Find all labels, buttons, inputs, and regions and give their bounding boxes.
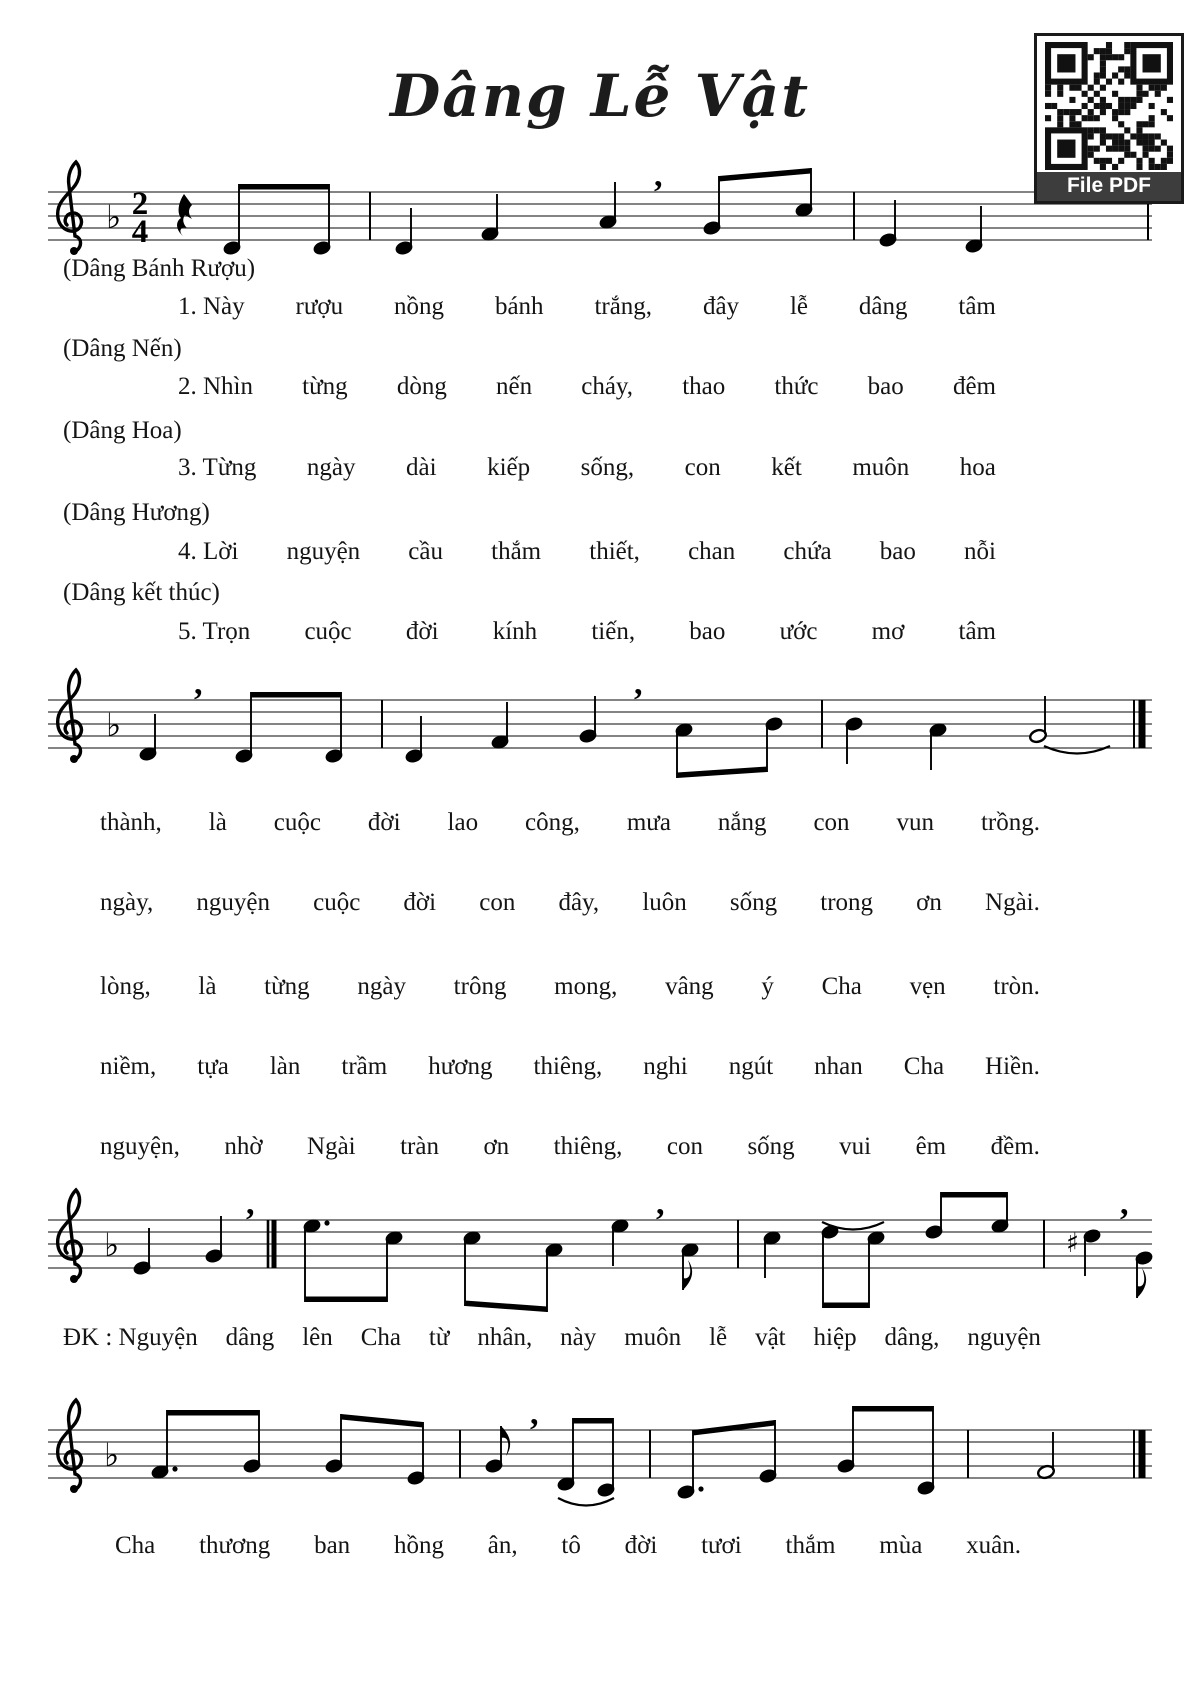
lyric-word: thắm bbox=[491, 538, 542, 565]
lyric-line-cont-4 bbox=[100, 1052, 1040, 1082]
lyric-word: trầm bbox=[341, 1053, 388, 1080]
lyric-word: tô bbox=[561, 1532, 581, 1559]
lyric-word: mưa bbox=[626, 809, 671, 836]
qr-code-block bbox=[1034, 33, 1184, 204]
lyric-word: sống bbox=[729, 889, 778, 916]
song-title: Dâng Lễ Vật bbox=[389, 62, 811, 130]
lyric-word: sống bbox=[747, 1133, 795, 1160]
lyric-word: thương bbox=[199, 1532, 271, 1559]
lyric-word: niềm, bbox=[100, 1053, 157, 1080]
lyric-word: luôn bbox=[642, 889, 687, 916]
lyric-word: đây, bbox=[558, 889, 600, 916]
lyric-word: tràn bbox=[400, 1133, 439, 1160]
lyric-word: con bbox=[666, 1133, 703, 1160]
lyric-word: ĐK : Nguyện bbox=[63, 1324, 198, 1351]
lyric-word: muôn bbox=[624, 1324, 682, 1351]
lyric-word: hương bbox=[428, 1053, 493, 1080]
lyric-word: con bbox=[479, 889, 516, 916]
lyric-word: ơn bbox=[916, 889, 942, 916]
lyric-word: đời bbox=[403, 889, 437, 916]
lyric-word: mong, bbox=[554, 973, 618, 1000]
lyric-word: đời bbox=[624, 1532, 658, 1559]
lyric-line-verse-2 bbox=[178, 372, 996, 402]
music-staff-3 bbox=[48, 1180, 1152, 1310]
lyric-word: êm bbox=[915, 1133, 947, 1160]
section-label-ket-thuc: (Dâng kết thúc) bbox=[63, 579, 220, 606]
svg-text:♭: ♭ bbox=[104, 1436, 120, 1474]
lyric-word: hồng bbox=[393, 1532, 444, 1559]
lyric-word: tròn. bbox=[993, 973, 1040, 1000]
lyric-word: bao bbox=[689, 618, 726, 645]
lyric-word: bánh bbox=[494, 293, 544, 320]
lyric-word: lên bbox=[302, 1324, 333, 1351]
lyric-word: vật bbox=[755, 1324, 786, 1351]
lyric-word: đêm bbox=[952, 373, 996, 400]
qr-code-icon bbox=[1045, 42, 1173, 170]
lyric-word: đây bbox=[702, 293, 740, 320]
music-staff-4 bbox=[48, 1390, 1152, 1520]
lyric-word: ngút bbox=[728, 1053, 774, 1080]
lyric-word: ban bbox=[314, 1532, 351, 1559]
lyric-word: vun bbox=[896, 809, 935, 836]
lyric-word: hiệp bbox=[813, 1324, 857, 1351]
lyric-word: cầu bbox=[408, 538, 443, 565]
lyric-word: dâng bbox=[858, 293, 908, 320]
lyric-word: nghi bbox=[643, 1053, 688, 1080]
lyric-word: kiếp bbox=[487, 454, 531, 481]
lyric-word: 2. Nhìn bbox=[178, 373, 253, 400]
lyric-word: công, bbox=[525, 809, 580, 836]
lyric-word: Hiền. bbox=[985, 1053, 1040, 1080]
lyric-word: mơ bbox=[871, 618, 905, 645]
lyric-word: 1. Này bbox=[178, 293, 245, 320]
lyric-word: nguyện bbox=[196, 889, 270, 916]
lyric-word: làn bbox=[269, 1053, 301, 1080]
lyric-word: Ngài bbox=[307, 1133, 356, 1160]
lyric-word: từng bbox=[302, 373, 348, 400]
lyric-line-final bbox=[115, 1531, 1021, 1561]
lyric-word: nguyện, bbox=[100, 1133, 180, 1160]
lyric-word: thành, bbox=[100, 809, 162, 836]
lyric-line-cont-2 bbox=[100, 888, 1040, 918]
lyric-word: trong bbox=[820, 889, 874, 916]
lyric-word: từ bbox=[428, 1324, 450, 1351]
section-label-huong: (Dâng Hương) bbox=[63, 499, 210, 526]
lyric-word: con bbox=[813, 809, 850, 836]
lyric-word: nồng bbox=[394, 293, 445, 320]
lyric-word: lao bbox=[447, 809, 479, 836]
lyric-word: Cha bbox=[115, 1532, 156, 1559]
lyric-line-chorus bbox=[63, 1323, 1041, 1353]
lyric-word: dâng, bbox=[884, 1324, 940, 1351]
svg-text:♯: ♯ bbox=[1066, 1228, 1080, 1259]
lyric-word: mùa bbox=[879, 1532, 923, 1559]
lyric-word: sống, bbox=[580, 454, 635, 481]
lyric-word: cuộc bbox=[304, 618, 352, 645]
lyric-word: vâng bbox=[665, 973, 714, 1000]
lyric-word: dòng bbox=[396, 373, 447, 400]
lyric-word: dâng bbox=[225, 1324, 275, 1351]
lyric-word: dài bbox=[406, 454, 437, 481]
lyric-word: ngày bbox=[306, 454, 356, 481]
svg-text:2: 2 bbox=[131, 186, 149, 222]
lyric-word: thiêng, bbox=[533, 1053, 603, 1080]
lyric-word: thiêng, bbox=[553, 1133, 623, 1160]
lyric-word: nhan bbox=[814, 1053, 863, 1080]
lyric-word: nguyện bbox=[967, 1324, 1041, 1351]
lyric-word: ngày bbox=[357, 973, 406, 1000]
svg-text:♭: ♭ bbox=[106, 198, 122, 236]
lyric-word: ơn bbox=[483, 1133, 510, 1160]
lyric-word: chan bbox=[688, 538, 736, 565]
lyric-word: vui bbox=[839, 1133, 872, 1160]
lyric-word: thức bbox=[774, 373, 819, 400]
section-label-banh-ruou: (Dâng Bánh Rượu) bbox=[63, 255, 256, 282]
lyric-word: tâm bbox=[958, 618, 996, 645]
lyric-word: thiết, bbox=[589, 538, 640, 565]
svg-text:,: , bbox=[634, 665, 643, 702]
lyric-word: nguyện bbox=[286, 538, 361, 565]
svg-text:,: , bbox=[654, 157, 663, 194]
lyric-line-verse-5 bbox=[178, 617, 996, 647]
lyric-word: là bbox=[198, 973, 217, 1000]
lyric-word: lễ bbox=[709, 1324, 728, 1351]
lyric-word: tựa bbox=[197, 1053, 229, 1080]
lyric-word: đời bbox=[367, 809, 401, 836]
lyric-word: này bbox=[560, 1324, 597, 1351]
lyric-line-cont-3 bbox=[100, 972, 1040, 1002]
lyric-word: Ngài. bbox=[985, 889, 1040, 916]
svg-text:,: , bbox=[1120, 1185, 1129, 1222]
lyric-word: là bbox=[208, 809, 227, 836]
lyric-word: xuân. bbox=[966, 1532, 1021, 1559]
lyric-word: trông bbox=[453, 973, 507, 1000]
svg-text:,: , bbox=[194, 665, 203, 702]
lyric-word: bao bbox=[867, 373, 904, 400]
lyric-word: tươi bbox=[701, 1532, 742, 1559]
lyric-word: kính bbox=[492, 618, 538, 645]
lyric-word: 4. Lời bbox=[178, 538, 239, 565]
lyric-word: thắm bbox=[785, 1532, 836, 1559]
lyric-word: kết bbox=[771, 454, 802, 481]
lyric-word: 5. Trọn bbox=[178, 618, 251, 645]
lyric-word: rượu bbox=[295, 293, 344, 320]
lyric-word: cuộc bbox=[273, 809, 321, 836]
svg-text:,: , bbox=[530, 1395, 539, 1432]
lyric-word: Cha bbox=[360, 1324, 401, 1351]
lyric-word: đời bbox=[405, 618, 439, 645]
svg-text:♭: ♭ bbox=[104, 1226, 120, 1264]
file-pdf-badge: File PDF bbox=[1037, 172, 1181, 201]
lyric-word: muôn bbox=[852, 454, 910, 481]
lyric-line-verse-3 bbox=[178, 453, 996, 483]
svg-text:♭: ♭ bbox=[106, 706, 122, 744]
lyric-line-cont-1 bbox=[100, 808, 1040, 838]
lyric-word: bao bbox=[879, 538, 916, 565]
lyric-word: nhân, bbox=[477, 1324, 533, 1351]
svg-text:,: , bbox=[246, 1185, 255, 1222]
lyric-word: lễ bbox=[789, 293, 808, 320]
lyric-word: từng bbox=[264, 973, 310, 1000]
lyric-word: cuộc bbox=[313, 889, 361, 916]
section-label-nen: (Dâng Nến) bbox=[63, 335, 182, 362]
lyric-word: con bbox=[684, 454, 721, 481]
lyric-word: tiến, bbox=[591, 618, 636, 645]
lyric-word: tâm bbox=[958, 293, 996, 320]
lyric-word: trồng. bbox=[980, 809, 1040, 836]
lyric-word: nến bbox=[495, 373, 533, 400]
lyric-word: thao bbox=[682, 373, 726, 400]
lyric-word: nắng bbox=[717, 809, 767, 836]
lyric-word: trắng, bbox=[594, 293, 653, 320]
music-staff-2 bbox=[48, 660, 1152, 790]
lyric-word: ý bbox=[761, 973, 774, 1000]
lyric-line-cont-5 bbox=[100, 1132, 1040, 1162]
lyric-word: ngày, bbox=[100, 889, 154, 916]
lyric-line-verse-4 bbox=[178, 537, 996, 567]
lyric-word: Cha bbox=[903, 1053, 945, 1080]
lyric-word: hoa bbox=[959, 454, 996, 481]
lyric-word: Cha bbox=[821, 973, 862, 1000]
lyric-word: lòng, bbox=[100, 973, 151, 1000]
lyric-word: nỗi bbox=[964, 538, 996, 565]
lyric-word: vẹn bbox=[909, 973, 946, 1000]
lyric-word: nhờ bbox=[224, 1133, 263, 1160]
section-label-hoa: (Dâng Hoa) bbox=[63, 417, 182, 444]
lyric-word: chứa bbox=[783, 538, 832, 565]
lyric-word: ân, bbox=[487, 1532, 518, 1559]
lyric-line-verse-1 bbox=[178, 292, 996, 322]
svg-text:,: , bbox=[656, 1185, 665, 1222]
lyric-word: ước bbox=[779, 618, 818, 645]
svg-text:4: 4 bbox=[131, 214, 149, 250]
lyric-word: cháy, bbox=[581, 373, 634, 400]
lyric-word: đềm. bbox=[990, 1133, 1040, 1160]
lyric-word: 3. Từng bbox=[178, 454, 257, 481]
